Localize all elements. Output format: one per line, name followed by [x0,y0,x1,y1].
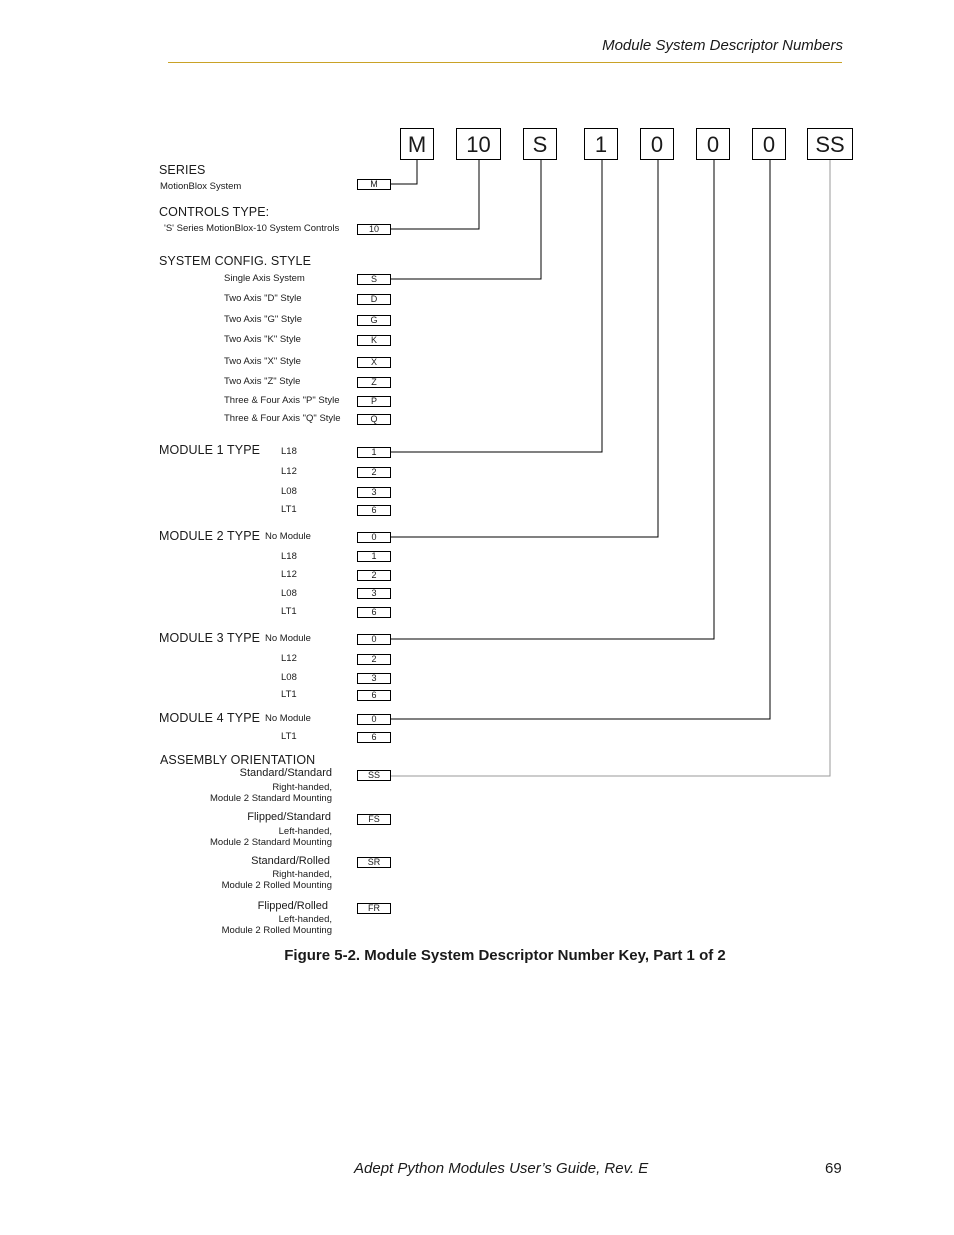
module3-heading: MODULE 3 TYPE [159,631,261,645]
module4-option-label: LT1 [281,731,297,742]
config-option-code: X [357,357,391,368]
assembly-option-desc-1: Left-handed, [278,826,332,837]
module4-heading: MODULE 4 TYPE [159,711,261,725]
assembly-option-code: FR [357,903,391,914]
config-option-label: Single Axis System [224,273,305,284]
footer-page-number: 69 [825,1160,842,1177]
header-rule [168,62,842,63]
config-option-code: K [357,335,391,346]
config-heading: SYSTEM CONFIG. STYLE [159,254,312,268]
assembly-option-desc-1: Left-handed, [278,914,332,925]
module3-option-label: L08 [281,672,297,683]
series-option-label: MotionBlox System [160,181,242,192]
config-option-label: Two Axis "K" Style [224,334,301,345]
descriptor-box-assembly: SS [807,128,853,160]
module1-option-code: 1 [357,447,391,458]
assembly-option-desc-2: Module 2 Rolled Mounting [221,925,332,936]
module1-option-code: 3 [357,487,391,498]
descriptor-box-module3: 0 [696,128,730,160]
module3-option-code: 2 [357,654,391,665]
module3-option-label: LT1 [281,689,297,700]
connector-module2 [391,160,658,537]
config-option-label: Two Axis "G" Style [224,314,303,325]
descriptor-box-controls: 10 [456,128,501,160]
assembly-option-code: SS [357,770,391,781]
descriptor-box-series: M [400,128,434,160]
assembly-option-label: Flipped/Rolled [257,900,328,912]
module3-option-code: 0 [357,634,391,645]
module3-option-label: L12 [281,653,297,664]
module1-option-label: L18 [281,446,297,457]
config-option-code: D [357,294,391,305]
module3-option-code: 3 [357,673,391,684]
assembly-option-code: SR [357,857,391,868]
config-option-code: S [357,274,391,285]
assembly-option-label: Standard/Rolled [251,855,330,867]
module2-option-code: 0 [357,532,391,543]
config-option-code: Z [357,377,391,388]
descriptor-box-config: S [523,128,557,160]
config-option-label: Two Axis "X" Style [224,356,301,367]
assembly-option-desc-1: Right-handed, [272,782,332,793]
config-option-label: Two Axis "Z" Style [224,376,301,387]
descriptor-box-module1: 1 [584,128,618,160]
module2-option-code: 1 [357,551,391,562]
connector-module1 [391,160,602,452]
connector-config [391,160,541,279]
module3-option-label: No Module [265,633,311,644]
config-option-code: Q [357,414,391,425]
config-option-label: Three & Four Axis "Q" Style [224,413,341,424]
config-option-label: Three & Four Axis "P" Style [224,395,340,406]
series-heading: SERIES [159,163,206,177]
controls-option-label: 'S' Series MotionBlox-10 System Controls [164,223,340,234]
connector-series [391,160,417,184]
module1-option-code: 2 [357,467,391,478]
connector-assembly [391,160,830,776]
module2-option-label: No Module [265,531,311,542]
module2-heading: MODULE 2 TYPE [159,529,261,543]
descriptor-box-module4: 0 [752,128,786,160]
config-option-label: Two Axis "D" Style [224,293,302,304]
module4-option-code: 0 [357,714,391,725]
descriptor-box-module2: 0 [640,128,674,160]
module1-heading: MODULE 1 TYPE [159,443,261,457]
assembly-option-desc-2: Module 2 Standard Mounting [210,793,332,804]
connector-module4 [391,160,770,719]
assembly-option-label: Standard/Standard [239,767,332,779]
series-option-code: M [357,179,391,190]
page-header-title: Module System Descriptor Numbers [602,37,843,54]
config-option-code: P [357,396,391,407]
module2-option-label: LT1 [281,606,297,617]
module1-option-label: L08 [281,486,297,497]
module1-option-label: LT1 [281,504,297,515]
assembly-option-desc-1: Right-handed, [272,869,332,880]
module2-option-code: 2 [357,570,391,581]
module4-option-code: 6 [357,732,391,743]
figure-caption-text: Figure 5-2. Module System Descriptor Number Key, Part 1 of 2 [284,947,726,964]
module1-option-label: L12 [281,466,297,477]
config-option-code: G [357,315,391,326]
module2-option-code: 6 [357,607,391,618]
controls-heading: CONTROLS TYPE: [159,205,270,219]
figure-caption [0,947,954,964]
module2-option-label: L18 [281,551,297,562]
module1-option-code: 6 [357,505,391,516]
assembly-option-label: Flipped/Standard [247,811,331,823]
module2-option-label: L12 [281,569,297,580]
connector-controls [391,160,479,229]
controls-option-code: 10 [357,224,391,235]
assembly-option-code: FS [357,814,391,825]
assembly-heading: ASSEMBLY ORIENTATION [160,753,316,767]
module3-option-code: 6 [357,690,391,701]
module2-option-label: L08 [281,588,297,599]
connector-module3 [391,160,714,639]
module2-option-code: 3 [357,588,391,599]
footer-doc-title: Adept Python Modules User’s Guide, Rev. E [354,1160,649,1177]
module4-option-label: No Module [265,713,311,724]
assembly-option-desc-2: Module 2 Standard Mounting [210,837,332,848]
assembly-option-desc-2: Module 2 Rolled Mounting [221,880,332,891]
